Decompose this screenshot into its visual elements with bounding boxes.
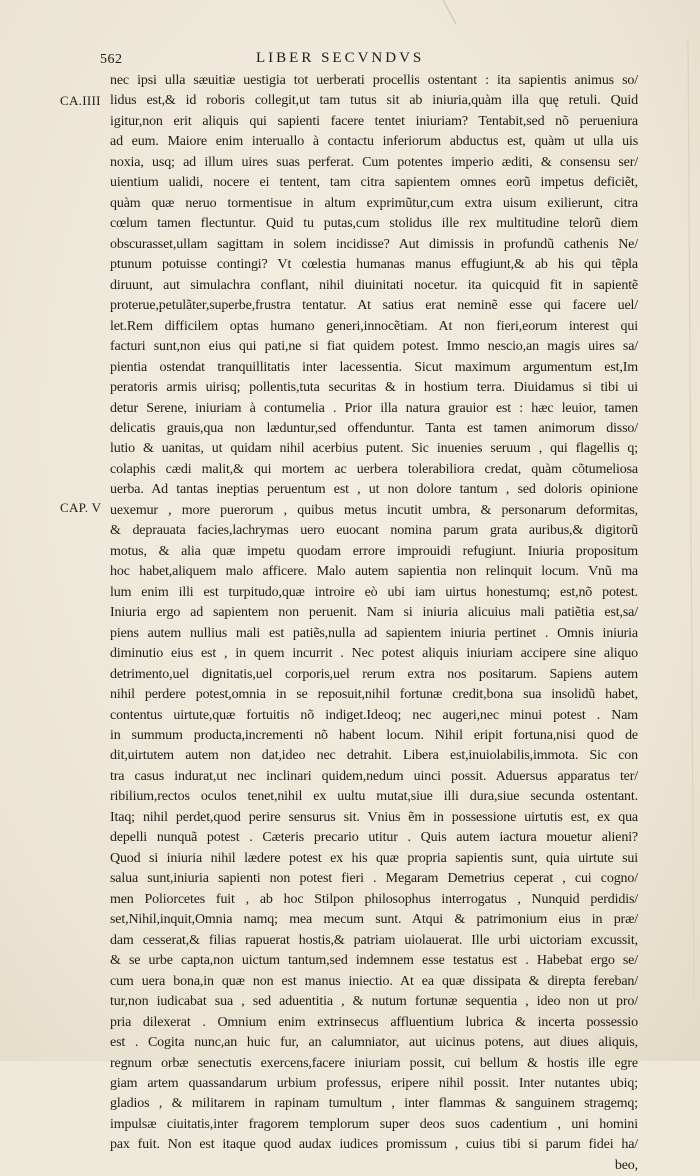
text-line: men Poliorcetes fuit , ab hoc Stilpon philosophus interrogatus , Nunquid perdidis/ (110, 891, 638, 907)
text-line: impulsæ ciuitatis,inter fragorem templorum super deos suos cadentium , uni homini (110, 1116, 638, 1132)
text-line: uientium ualidi, nocere ei tentent, tam citra sapientem omnes eorũ impetus deficiẽt, (110, 175, 638, 191)
body-text (110, 71, 638, 1176)
text-line: lutio & uanitas, ut quidam nihil acerbius putent. Sic inuenies seruum , qui flagellis q; (110, 441, 638, 457)
text-line: & deprauata facies,lachrymas uero euocant nomina parum grata auribus,& digitorũ (110, 523, 638, 539)
text-line: uerba. Ad tantas ineptias peruentum est , ut non dolore tantum , sed doloris opinione (110, 482, 638, 498)
text-line: detur Serene, iniuriam à contumelia . Prior illa natura grauior est : hæc leuior, tamen (110, 400, 638, 416)
text-line: est . Cogita nunc,an huic fur, an calumniator, aut uicinus potens, aut diues aliquis, (110, 1035, 638, 1051)
text-line: nec ipsi ulla sæuitiæ uestigia tot uerberati procellis ostentant : ita sapientis animus so/ (110, 73, 638, 88)
page-number: 562 (100, 52, 123, 67)
text-line: dam cesserat,& filias rapuerat hostis,& patriam uiolauerat. Ille urbi uictoriam excussit, (110, 932, 638, 948)
text-line: motus, & alia quæ impetu quodam errore improuidi refugiunt. Iniuria propositum (110, 543, 638, 559)
text-line: piens autem nullius mali est patiẽs,nulla ad sapientem iniuria pertinet . Omnis iniuria (110, 625, 638, 641)
text-line: facturi sunt,non eius qui pati,ne si fiat quidem potest. Immo nescio,an magis uires sa/ (110, 339, 638, 355)
text-line: tra casus indurat,ut nec inclinari quidem,nedum uinci possit. Aduersus apparatus ter/ (110, 768, 638, 784)
text-line: & se urbe capta,non uictum tantum,sed indemnem esse testatus est . Habebat ergo se/ (110, 953, 638, 969)
text-line: peratoris armis uirisq; pollentis,tuta securitas & in hostium terra. Diuidamus si tibi ui (110, 380, 638, 396)
text-line: pientia ostendat tranquillitatis inter lacessentia. Sicut maximum argumentum est,Im (110, 359, 638, 375)
text-line: obscurasset,ullam sagittam in solem incidisse? Aut dimissis in profundũ cathenis Ne/ (110, 236, 638, 252)
text-line: cum uera bona,in quæ non est manus iniectio. At ea quæ dissipata & direpta fereban/ (110, 973, 638, 989)
text-line: quàm quæ neruo tormentisue in altum exprimũtur,cum extra uisum exilierunt, citra (110, 195, 638, 211)
text-line: ptunum potuisse contingi? Vt cœlestia humanas manus effugiunt,& ab his qui tẽpla (110, 257, 638, 273)
text-line: cœlum tamen flectuntur. Quid tu putas,cum stolidus ille rex multitudine telorũ diem (110, 216, 638, 232)
text-line: ad eum. Maiore enim interuallo à contactu inferiorum abductus est, quàm ut ulla uis (110, 134, 638, 150)
text-line: diruunt, aut simulachra conflant, nihil diuinitati nocetur. ita quicquid fit in sapientẽ (110, 277, 638, 293)
text-line: in summum producta,incrementi nõ habent locum. Nihil eripit fortuna,nisi quod de (110, 728, 638, 743)
text-line: lum enim illi est turpitudo,quæ introire eò ubi iam uirtus honestumq; est,nõ potest. (110, 584, 638, 600)
text-line: noxia, usq; ad illum uires suas perferat. Cum potentes imperio æditi, & consensu ser/ (110, 154, 638, 170)
text-line: detrimento,uel dignitatis,uel corporis,uel rerum extra nos positarum. Sapiens autem (110, 666, 638, 682)
text-line: beo, (614, 1157, 638, 1173)
margin-note-chapter-4: CA.IIII (60, 93, 101, 108)
text-line: colaphis cædi malit,& qui mortem ac uerbera tolerabiliora credat, quàm cõtumeliosa (110, 461, 638, 477)
text-line: delicatis grauis,qua non læduntur,sed offenduntur. Tanta est tamen animorum disso/ (110, 420, 638, 436)
text-line: set,Nihil,inquit,Omnia namq; mea mecum sunt. Atqui & patrimonium eius in præ/ (110, 912, 638, 928)
text-line: pax fuit. Non est itaque quod audax iudices promissum , cuius tibi si parum fidei ha/ (110, 1137, 638, 1153)
text-line: giam artem quassandarum urbium professus, eripere nihil possit. Inter nutantes ubiq; (110, 1075, 638, 1091)
text-line: contentus uirtute,quæ fortuitis nõ indiget.Ideoq; nec augeri,nec minui potest . Nam (110, 707, 638, 723)
text-line: salua sunt,iniuria sapienti non potest fieri . Megaram Demetrius ceperat , cui cogno/ (110, 871, 638, 887)
text-line: dit,uirtutem autem non dat,ideo nec detrahit. Libera est,inuiolabilis,immota. Sic con (110, 748, 638, 764)
text-line: Iniuria ergo ad sapientem non peruenit. Nam si iniuria alicuius mali patiẽtia est,sa/ (110, 605, 638, 621)
text-line: let.Rem difficilem optas humano generi,innocẽtiam. At non fieri,eorum interest qui (110, 318, 638, 334)
text-line: nihil perdere potest,omnia in se reposuit,nihil fortunæ credit,bona sua insolidũ habet, (110, 687, 638, 703)
text-line: depelli nunquã potest . Cæteris precario utitur . Quis autem iactura mouetur alieni? (110, 830, 638, 846)
running-head: LIBER SECVNDVS (256, 50, 425, 66)
text-line: igitur,non erit aliquis qui sapienti facere tentet iniuriam? Tentabit,sed nõ perueniura (110, 113, 638, 129)
text-line: lidus est,& id roboris collegit,ut tam tutus sit ab iniuria,quàm illa quę retuli. Quid (110, 93, 638, 109)
text-line: pria dilexerat . Omnium enim extrinsecus affluentium lubrica & incerta possessio (110, 1014, 638, 1030)
text-line: gladios , & militarem in rapinam tumultum , inter flammas & sanguinem stragemq; (110, 1096, 638, 1112)
margin-note-chapter-5: CAP. V (60, 500, 102, 515)
text-line: ribilium,rectos oculos tenet,nihil ex uultu mutat,siue illi dura,siue secunda ostentant. (110, 789, 638, 805)
text-line: regnum orbæ senectutis exercens,facere iniuriam possit, cui bellum & hostis ille egre (110, 1055, 638, 1071)
text-line: diminutio eius est , in quem incurrit . Nec potest aliquis iniuriam accipere sine aliquo (110, 646, 638, 662)
text-line: hoc habet,aliquem malo afficere. Malo autem sapientia non relinquit locum. Vnũ ma (110, 564, 638, 580)
text-line: uexemur , more puerorum , quibus metus incutit umbra, & personarum deformitas, (110, 502, 638, 518)
text-line: Quod si iniuria nihil lædere potest ex his quæ propria sapientis sunt, quia uirtute sui (110, 850, 638, 866)
text-line: tur,non iudicabat sua , sed aduentitia , & nutum fortunæ sequentia , ideo non ut pro/ (110, 994, 638, 1010)
text-line: proterue,petulãter,superbe,frustra tentatur. At satius erat neminẽ esse qui facere uel/ (110, 298, 638, 314)
text-line: Itaq; nihil perdet,quod perire sensurus sit. Vnius ẽm in possessione uirtutis est, ex qua (110, 809, 638, 825)
